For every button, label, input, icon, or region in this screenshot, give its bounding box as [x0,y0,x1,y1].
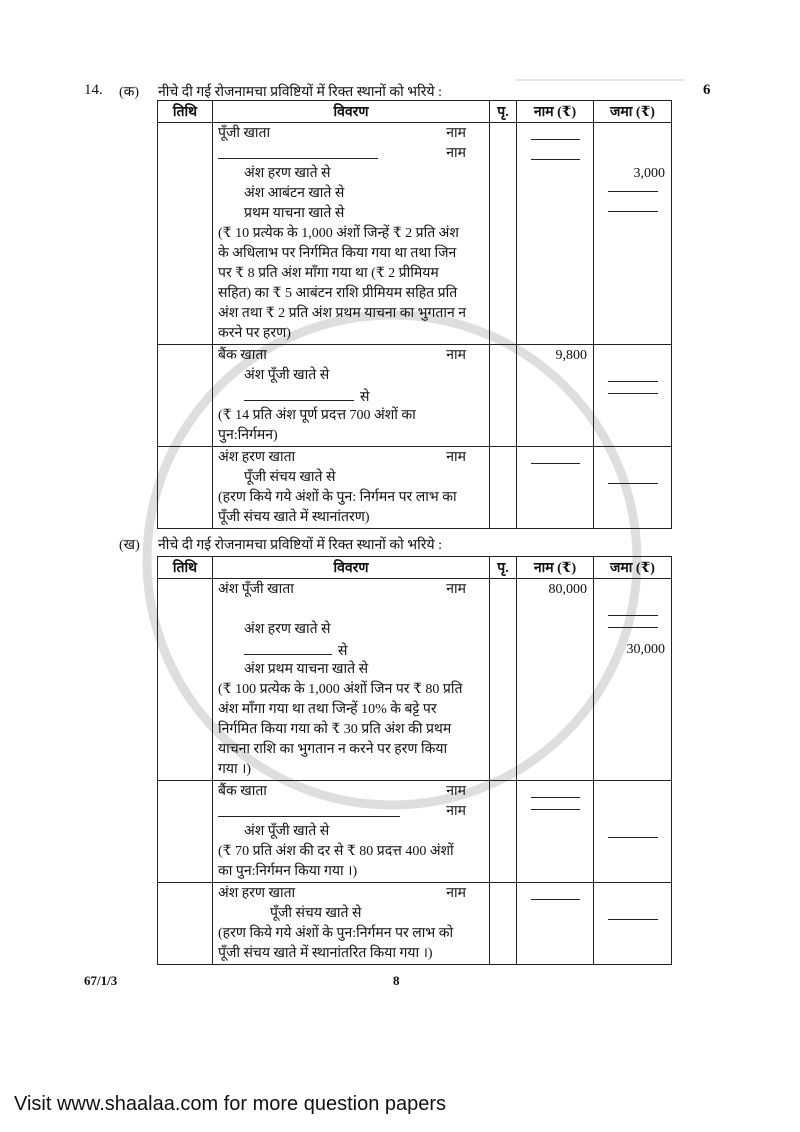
credit-amount [594,620,665,640]
debit-amount [517,144,587,164]
credit-amount [594,366,665,386]
debit-amount [517,124,587,144]
credit-amount [594,740,665,760]
page-number: 8 [393,973,400,988]
credit-amount [594,802,665,822]
credit-amount [594,660,665,680]
particulars-line [218,884,484,904]
journal-entry [158,883,671,964]
particulars-text: अंश हरण खाता [218,886,296,901]
credit-amount [594,720,665,740]
particulars-text: अंश तथा ₹ 2 प्रति अंश प्रथम याचना का भुगतान न [218,306,467,321]
debit-blank[interactable] [531,159,580,160]
debit-amount [517,448,587,468]
particulars-text: पूँजी खाता [218,126,271,141]
debit-amount [517,488,587,508]
particulars-line [218,366,484,386]
particulars-text: अंश हरण खाते से [244,622,331,637]
credit-cell [594,579,671,780]
particulars-line [218,700,484,720]
debit-marker: नाम [446,126,466,141]
credit-blank[interactable] [608,837,658,838]
particulars-line [218,468,484,488]
particulars-text: पूँजी संचय खाते से [244,470,336,485]
particulars-line [218,244,484,264]
debit-amount [517,164,587,184]
particulars-cell [213,781,490,882]
particulars-line [218,508,484,528]
particulars-line [218,720,484,740]
journal-entry [158,345,671,447]
particulars-line [218,164,484,184]
debit-blank[interactable] [531,809,580,810]
debit-amount [517,600,587,620]
credit-amount [594,842,665,862]
debit-amount [517,426,587,446]
fill-in-blank[interactable] [244,386,354,401]
particulars-line [218,862,484,882]
particulars-text: अंश पूँजी खाते से [244,368,330,383]
credit-cell [594,447,671,528]
credit-cell [594,781,671,882]
particulars-line [218,842,484,862]
credit-amount [594,426,665,446]
part-b-label: (ख) [119,538,140,553]
credit-blank[interactable] [608,211,658,212]
credit-amount [594,782,665,802]
debit-amount [517,904,587,924]
debit-value: 9,800 [555,348,587,363]
credit-cell [594,123,671,344]
particulars-line [218,184,484,204]
particulars-cell [213,345,490,446]
header-4: जमा (₹) [610,105,655,120]
particulars-line [218,406,484,426]
credit-amount [594,264,665,284]
particulars-line [218,924,484,944]
particulars-text: पूँजी संचय खाते में स्थानांतरण) [218,510,370,525]
debit-amount [517,264,587,284]
credit-amount [594,284,665,304]
particulars-line [218,324,484,344]
credit-blank[interactable] [608,483,658,484]
particulars-line [218,904,484,924]
particulars-line [218,264,484,284]
header-4: जमा (₹) [610,561,655,576]
debit-blank[interactable] [531,463,580,464]
credit-amount [594,924,665,944]
credit-amount [594,164,665,184]
fill-in-blank[interactable] [218,802,400,817]
header-2: पृ. [490,101,517,122]
paper-code: 67/1/3 [84,973,118,988]
particulars-line [218,124,484,144]
particulars-line [218,822,484,842]
debit-amount [517,244,587,264]
credit-amount [594,862,665,882]
particulars-text: (हरण किये गये अंशों के पुन: निर्गमन पर लाभ का [218,490,457,505]
debit-amount [517,386,587,406]
debit-amount [517,620,587,640]
debit-amount [517,346,587,366]
header-3: नाम (₹) [517,557,594,578]
header-1: विवरण [213,101,490,122]
journal-entry [158,123,671,345]
particulars-suffix: से [360,390,370,405]
debit-amount [517,640,587,660]
debit-cell [517,123,594,344]
particulars-line [218,944,484,964]
particulars-line [218,304,484,324]
particulars-suffix: से [338,644,348,659]
debit-amount [517,884,587,904]
credit-amount [594,406,665,426]
particulars-text: पर ₹ 8 प्रति अंश माँगा गया था (₹ 2 प्रीमियम [218,266,439,281]
debit-marker: नाम [446,146,466,161]
particulars-text: का पुन:निर्गमन किया गया ।) [218,864,358,879]
lf-cell [490,345,517,446]
lf-cell [490,579,517,780]
lf-cell [490,123,517,344]
particulars-line [218,488,484,508]
debit-amount [517,680,587,700]
debit-amount [517,944,587,964]
debit-amount [517,842,587,862]
particulars-cell [213,579,490,780]
debit-amount [517,224,587,244]
debit-amount [517,508,587,528]
credit-amount [594,204,665,224]
credit-blank[interactable] [608,191,658,192]
part-a-instruction: नीचे दी गई रोजनामचा प्रविष्टियों में रिक्त स्थानों को भरिये : [158,85,442,100]
particulars-text: अंश माँगा गया था तथा जिन्हें 10% के बट्टे पर [218,702,437,717]
credit-cell [594,883,671,964]
debit-cell [517,579,594,780]
credit-value: 30,000 [626,642,665,657]
journal-entry [158,579,671,781]
debit-amount [517,580,587,600]
particulars-line [218,204,484,224]
credit-amount [594,244,665,264]
date-cell [158,579,213,780]
debit-value: 80,000 [548,582,587,597]
debit-amount [517,700,587,720]
debit-marker: नाम [446,348,466,363]
credit-amount [594,508,665,528]
credit-amount [594,488,665,508]
particulars-line [218,660,484,680]
particulars-text: अंश आबंटन खाते से [244,186,345,201]
particulars-text: (हरण किये गये अंशों के पुन:निर्गमन पर लाभ को [218,926,454,941]
date-cell [158,123,213,344]
date-cell [158,447,213,528]
fill-in-blank[interactable] [218,144,378,159]
debit-blank[interactable] [531,899,580,900]
debit-amount [517,822,587,842]
particulars-line [218,680,484,700]
debit-amount [517,720,587,740]
journal-entry [158,447,671,528]
credit-amount [594,224,665,244]
particulars-line [218,346,484,366]
lf-cell [490,447,517,528]
debit-amount [517,468,587,488]
debit-amount [517,924,587,944]
fill-in-blank[interactable] [244,640,332,655]
debit-amount [517,324,587,344]
particulars-text: अंश पूँजी खाता [218,582,294,597]
header-0: तिथि [158,101,213,122]
particulars-text: बैंक खाता [218,348,267,363]
particulars-line [218,224,484,244]
debit-marker: नाम [446,450,466,465]
debit-amount [517,184,587,204]
particulars-text: सहित) का ₹ 5 आबंटन राशि प्रीमियम सहित प्रति [218,286,458,301]
credit-amount [594,944,665,964]
particulars-text: प्रथम याचना खाते से [244,206,345,221]
lf-cell [490,883,517,964]
credit-amount [594,600,665,620]
header-1: विवरण [213,557,490,578]
part-a-label: (क) [119,85,140,100]
particulars-line [218,640,484,660]
credit-amount [594,184,665,204]
credit-amount [594,580,665,600]
table-header [158,101,671,123]
particulars-text: अंश पूँजी खाते से [244,824,330,839]
credit-cell [594,345,671,446]
date-cell [158,781,213,882]
particulars-text: (₹ 10 प्रत्येक के 1,000 अंशों जिन्हें ₹ 2 प्रति अंश [218,226,459,241]
particulars-text: (₹ 100 प्रत्येक के 1,000 अंशों जिन पर ₹ 80 प्रति [218,682,463,697]
credit-amount [594,386,665,406]
particulars-line [218,740,484,760]
credit-amount [594,324,665,344]
particulars-line [218,386,484,406]
credit-blank[interactable] [608,393,658,394]
journal-entry [158,781,671,883]
debit-amount [517,284,587,304]
debit-amount [517,660,587,680]
question-number: 14. [84,82,103,98]
particulars-text: पूँजी संचय खाते में स्थानांतरित किया गया ।) [218,946,433,961]
credit-value: 3,000 [633,166,665,181]
debit-amount [517,740,587,760]
credit-amount [594,468,665,488]
header-0: तिथि [158,557,213,578]
promo-link[interactable]: Visit www.shaalaa.com for more question papers [14,1093,447,1115]
particulars-text: अंश हरण खाते से [244,166,331,181]
debit-cell [517,883,594,964]
particulars-cell [213,447,490,528]
particulars-text: अंश हरण खाता [218,450,296,465]
debit-cell [517,781,594,882]
debit-blank[interactable] [531,797,580,798]
debit-amount [517,304,587,324]
credit-amount [594,124,665,144]
part-b-instruction: नीचे दी गई रोजनामचा प्रविष्टियों में रिक्त स्थानों को भरिये : [158,538,442,553]
credit-amount [594,346,665,366]
credit-blank[interactable] [608,627,658,628]
marks: 6 [703,82,711,98]
credit-amount [594,822,665,842]
particulars-text: (₹ 70 प्रति अंश की दर से ₹ 80 प्रदत्त 400 अंशों [218,844,454,859]
credit-blank[interactable] [608,381,658,382]
credit-amount [594,904,665,924]
debit-cell [517,447,594,528]
debit-amount [517,802,587,822]
particulars-line [218,620,484,640]
date-cell [158,883,213,964]
debit-blank[interactable] [531,139,580,140]
particulars-text: पूँजी संचय खाते से [270,906,362,921]
debit-cell [517,345,594,446]
debit-marker: नाम [446,582,466,597]
particulars-line [218,802,484,822]
particulars-text: बैंक खाता [218,784,267,799]
credit-amount [594,760,665,780]
table-header [158,557,671,579]
particulars-text: (₹ 14 प्रति अंश पूर्ण प्रदत्त 700 अंशों का [218,408,416,423]
particulars-text: याचना राशि का भुगतान न करने पर हरण किया [218,742,448,757]
credit-blank[interactable] [608,615,658,616]
journal-table-b [157,556,672,965]
particulars-text: अंश प्रथम याचना खाते से [244,662,369,677]
credit-amount [594,640,665,660]
debit-amount [517,366,587,386]
credit-amount [594,884,665,904]
particulars-line [218,448,484,468]
debit-marker: नाम [446,886,466,901]
particulars-line [218,144,484,164]
particulars-text: गया ।) [218,762,252,777]
particulars-line [218,284,484,304]
credit-amount [594,144,665,164]
particulars-cell [213,123,490,344]
debit-marker: नाम [446,804,466,819]
credit-amount [594,448,665,468]
lf-cell [490,781,517,882]
credit-amount [594,700,665,720]
particulars-line [218,760,484,780]
journal-table-a [157,100,672,529]
debit-amount [517,204,587,224]
date-cell [158,345,213,446]
particulars-line [218,600,484,620]
particulars-text: पुन:निर्गमन) [218,428,278,443]
credit-amount [594,680,665,700]
debit-marker: नाम [446,784,466,799]
particulars-text: करने पर हरण) [218,326,291,341]
header-3: नाम (₹) [517,101,594,122]
debit-amount [517,406,587,426]
particulars-text: निर्गमित किया गया को ₹ 30 प्रति अंश की प्रथम [218,722,452,737]
particulars-line [218,580,484,600]
header-2: पृ. [490,557,517,578]
debit-amount [517,862,587,882]
credit-amount [594,304,665,324]
credit-blank[interactable] [608,919,658,920]
particulars-text: के अधिलाभ पर निर्गमित किया गया था तथा जिन [218,246,457,261]
debit-amount [517,782,587,802]
faint-rule [515,79,685,81]
particulars-line [218,426,484,446]
debit-amount [517,760,587,780]
particulars-cell [213,883,490,964]
particulars-line [218,782,484,802]
